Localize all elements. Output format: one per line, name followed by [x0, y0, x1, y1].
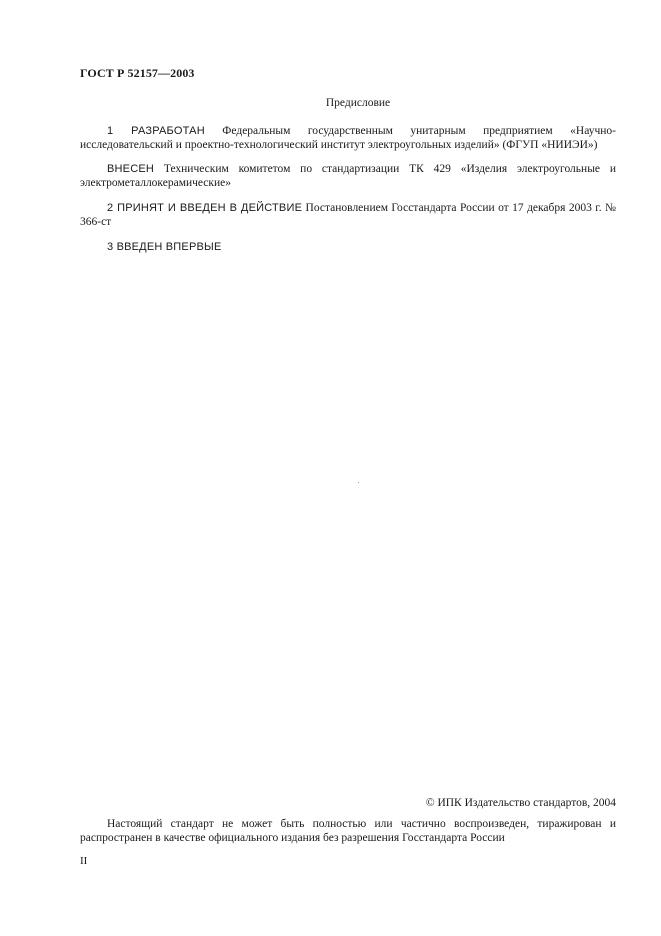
copyright-line: © ИПК Издательство стандартов, 2004	[425, 797, 616, 809]
paragraph-introduced-by	[80, 162, 616, 190]
section-title: Предисловие	[325, 97, 391, 109]
page-number: II	[80, 855, 88, 867]
paragraph-adopted	[80, 201, 616, 229]
paragraph-lead: 1 РАЗРАБОТАН	[107, 125, 205, 137]
paragraph-text: Федеральным государственным унитарным предприятием «Научно-исследовательский и проектно-технологический институт электроугольных изделий» (ФГУП «НИИЭИ»)	[80, 125, 616, 151]
paragraph-first-introduced	[80, 240, 616, 254]
standard-header: ГОСТ Р 52157—2003	[80, 66, 195, 80]
paragraph-developed-by	[80, 124, 616, 152]
scan-speck	[358, 482, 359, 483]
paragraph-lead: 3 ВВЕДЕН ВПЕРВЫЕ	[107, 241, 222, 253]
paragraph-text: Техническим комитетом по стандартизации ТК 429 «Изделия электроугольные и электрометаллокерамические»	[80, 163, 616, 189]
reproduction-notice: Настоящий стандарт не может быть полностью или частично воспроизведен, тиражирован и распространен в качестве официального издания без разрешения Госстандарта России	[80, 818, 616, 844]
paragraph-lead: ВНЕСЕН	[107, 163, 155, 175]
paragraph-lead: 2 ПРИНЯТ И ВВЕДЕН В ДЕЙСТВИЕ	[107, 202, 303, 214]
paragraph-text: Постановлением Госстандарта России от 17 декабря 2003 г. № 366-ст	[80, 202, 616, 228]
